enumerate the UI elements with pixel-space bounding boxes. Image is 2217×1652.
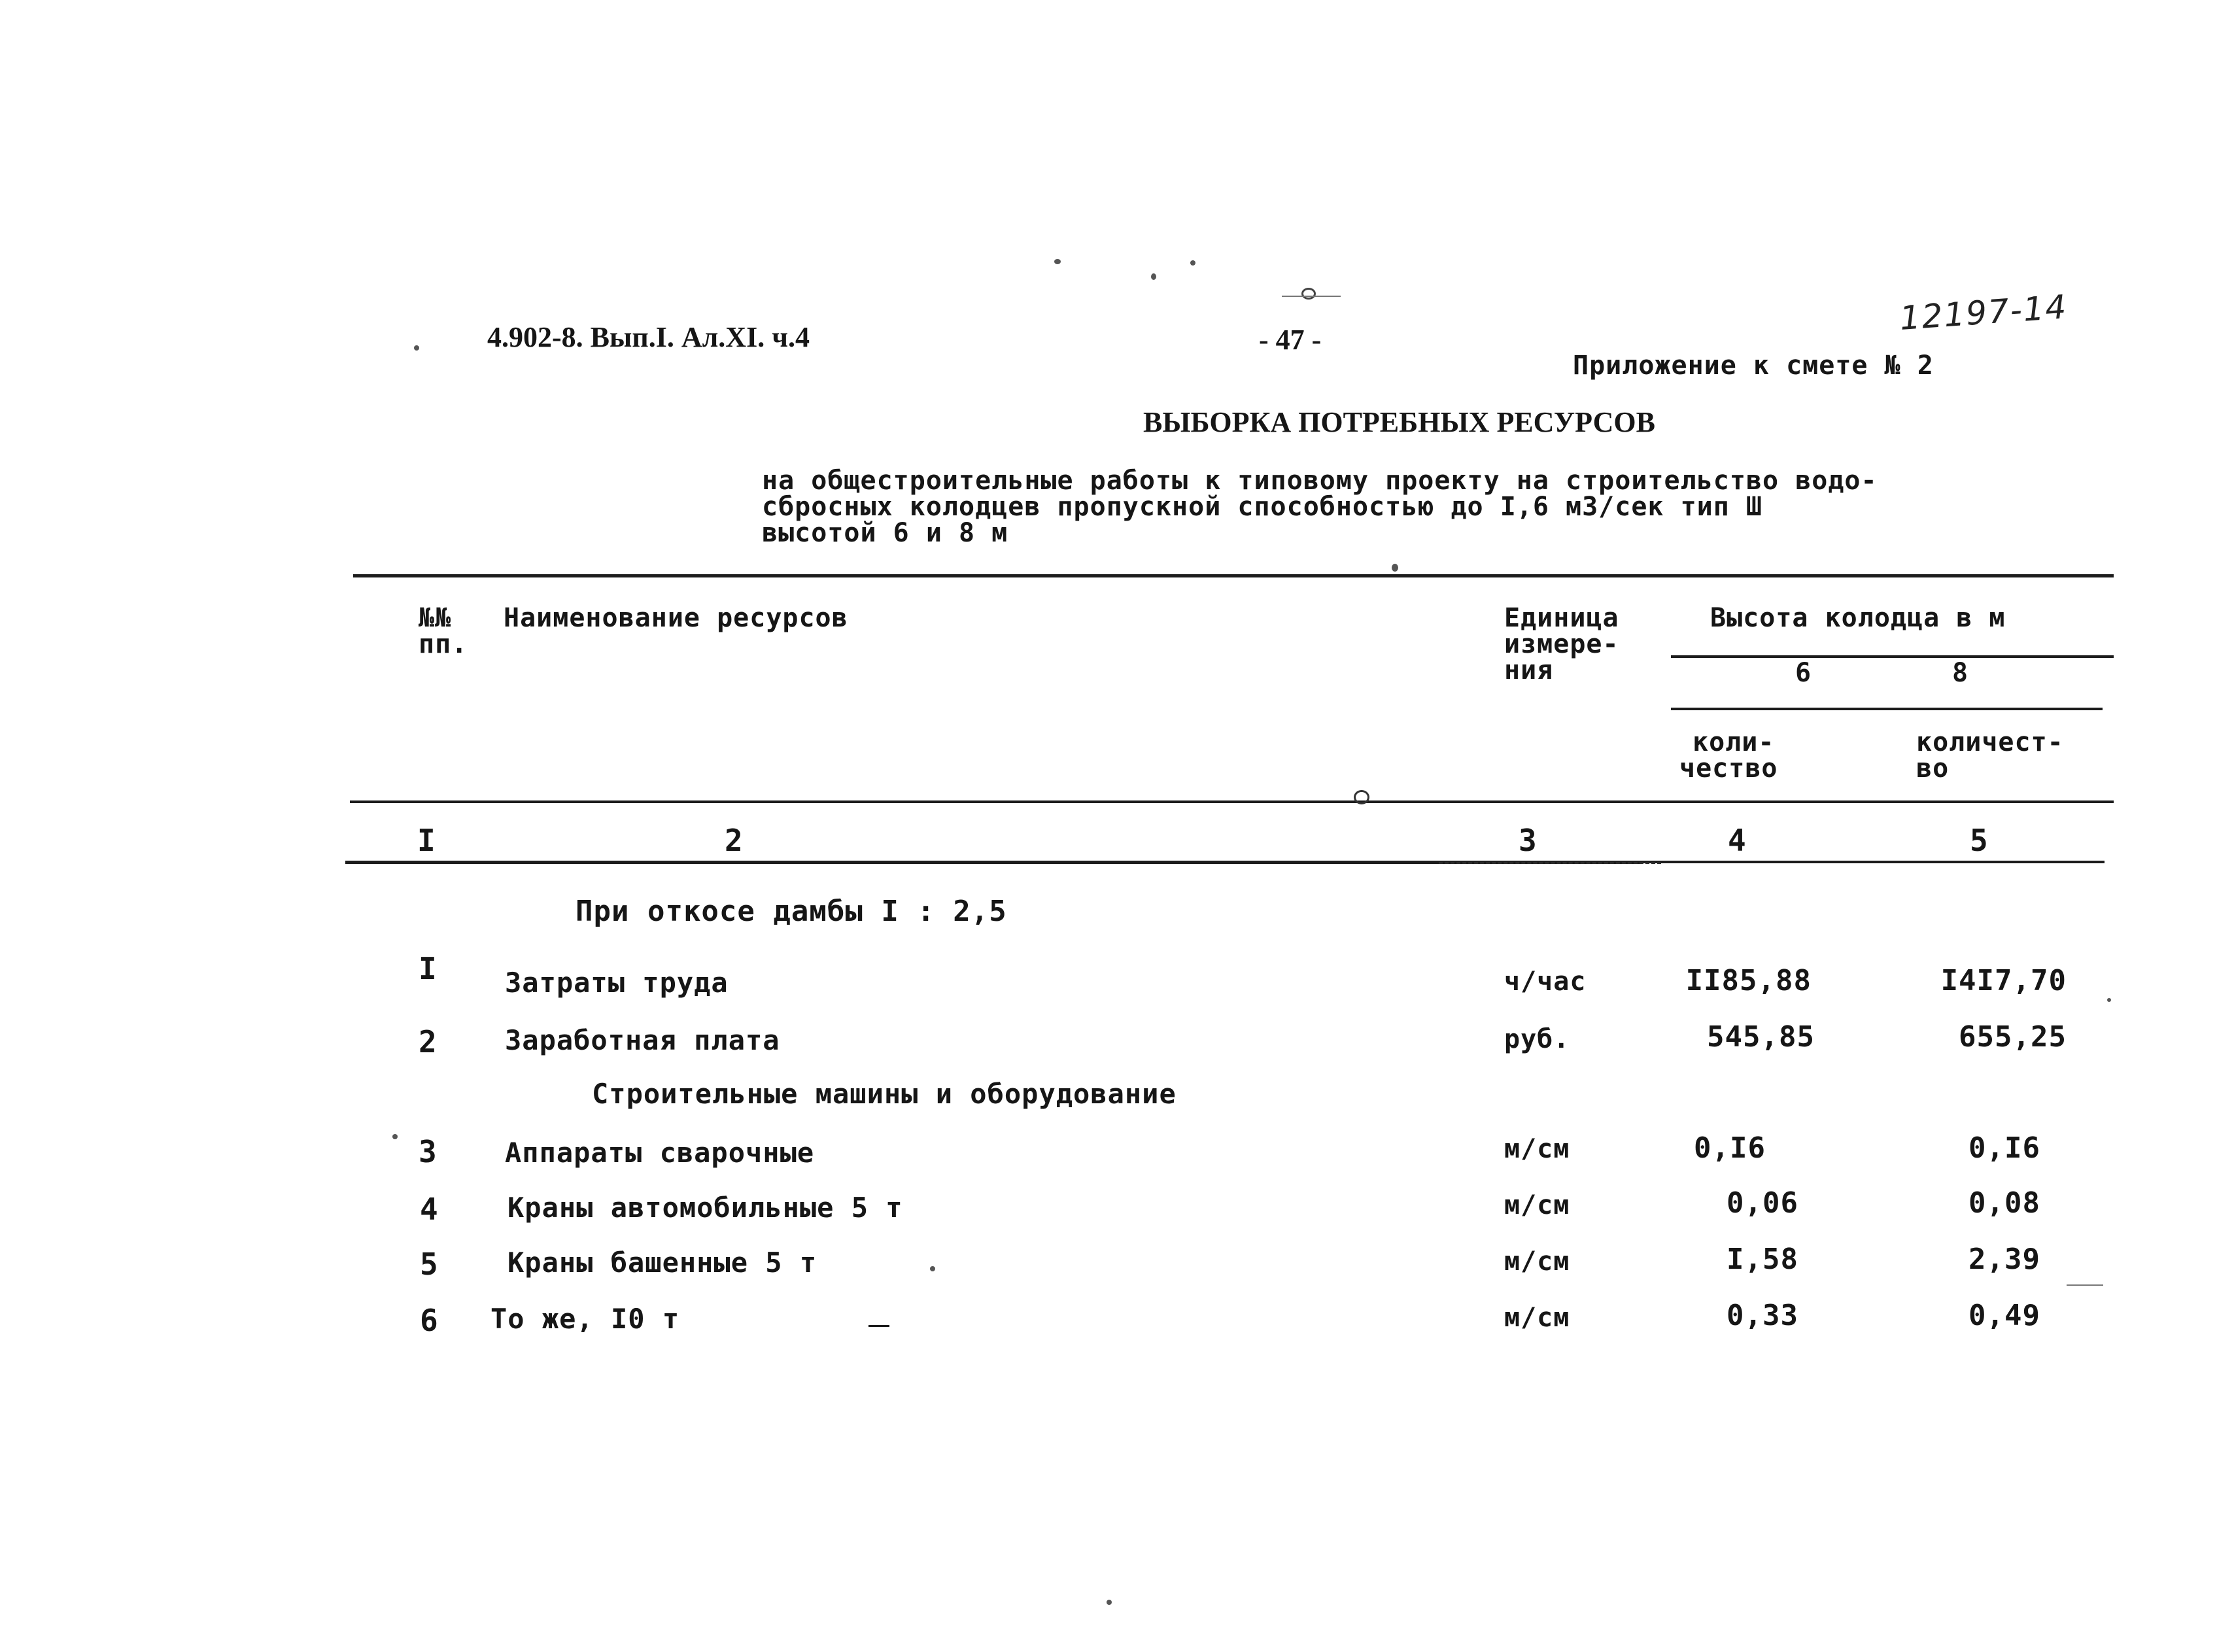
row-unit: м/см bbox=[1504, 1190, 1570, 1220]
row-number: 3 bbox=[419, 1134, 438, 1169]
document-reference: 4.902-8. Вып.I. Ал.XI. ч.4 bbox=[487, 321, 810, 353]
qty-subheader-rule bbox=[1671, 708, 2103, 710]
row-number: 2 bbox=[419, 1024, 438, 1059]
column-number-dash bbox=[1439, 862, 1661, 864]
col-number-5: 5 bbox=[1970, 823, 1989, 858]
row-unit: ч/час bbox=[1504, 967, 1587, 997]
section-title: При откосе дамбы I : 2,5 bbox=[576, 895, 1007, 928]
row-value-6: 545,85 bbox=[1707, 1020, 1815, 1054]
row-unit: м/см bbox=[1504, 1303, 1570, 1333]
scan-speck bbox=[1354, 790, 1369, 804]
qty-6-header-1: коли- bbox=[1693, 727, 1775, 757]
row-name: Краны башенные 5 т bbox=[507, 1247, 817, 1279]
row-name: Затраты труда bbox=[505, 967, 729, 999]
scan-stroke bbox=[1282, 296, 1341, 297]
row-number: I bbox=[419, 951, 438, 986]
col-number-2: 2 bbox=[725, 823, 744, 858]
row-number: 5 bbox=[420, 1247, 439, 1282]
row-value-6: 0,33 bbox=[1727, 1299, 1798, 1332]
row-value-6: II85,88 bbox=[1685, 964, 1812, 997]
row-number: 4 bbox=[420, 1192, 439, 1227]
col-number-3: 3 bbox=[1519, 823, 1538, 858]
document-title: ВЫБОРКА ПОТРЕБНЫХ РЕСУРСОВ bbox=[1143, 406, 1655, 438]
page-number: - 47 - bbox=[1259, 324, 1322, 356]
qty-8-header-2: во bbox=[1916, 753, 1950, 783]
height-8-header: 8 bbox=[1952, 658, 1969, 688]
row-unit: руб. bbox=[1504, 1024, 1570, 1054]
col-name-header: Наименование ресурсов bbox=[504, 603, 848, 633]
height-subheader-rule bbox=[1671, 655, 2114, 658]
handwritten-number: 12197-14 bbox=[1898, 288, 2069, 337]
row-value-8: 2,39 bbox=[1968, 1243, 2040, 1276]
col-unit-header-2: измере- bbox=[1504, 629, 1619, 659]
row-value-6: I,58 bbox=[1727, 1243, 1798, 1276]
col-number-4: 4 bbox=[1728, 823, 1747, 858]
row-value-6: 0,06 bbox=[1727, 1186, 1798, 1220]
row-number: 6 bbox=[420, 1303, 439, 1338]
row-name: Краны автомобильные 5 т bbox=[507, 1192, 903, 1224]
section-title: Строительные машины и оборудование bbox=[592, 1078, 1177, 1110]
scan-speck bbox=[1392, 564, 1398, 572]
row-value-8: 0,I6 bbox=[1968, 1131, 2040, 1165]
row-name: То же, I0 т bbox=[490, 1303, 680, 1335]
qty-6-header-2: чество bbox=[1679, 753, 1778, 783]
col-unit-header-3: ния bbox=[1504, 655, 1554, 685]
row-value-8: 0,08 bbox=[1968, 1186, 2040, 1220]
scan-stroke bbox=[868, 1325, 889, 1327]
qty-8-header-1: количест- bbox=[1916, 727, 2064, 757]
header-bottom-rule bbox=[350, 800, 2114, 803]
scan-speck bbox=[1301, 288, 1316, 300]
row-value-8: 0,49 bbox=[1968, 1299, 2040, 1332]
scan-speck bbox=[1107, 1600, 1112, 1605]
scan-speck bbox=[414, 345, 419, 351]
subtitle-line-2: сбросных колодцев пропускной способностью до I,6 м3/сек тип Ш bbox=[762, 492, 1763, 522]
scan-speck bbox=[1151, 273, 1156, 280]
scan-speck bbox=[930, 1266, 935, 1271]
scan-speck bbox=[1190, 260, 1195, 266]
subtitle-line-3: высотой 6 и 8 м bbox=[762, 518, 1008, 548]
row-name: Заработная плата bbox=[505, 1024, 780, 1056]
table-top-rule bbox=[353, 574, 2114, 577]
scan-speck bbox=[2107, 998, 2111, 1002]
row-value-8: I4I7,70 bbox=[1940, 964, 2067, 997]
col-height-header: Высота колодца в м bbox=[1710, 603, 2006, 633]
row-value-8: 655,25 bbox=[1959, 1020, 2067, 1054]
scan-speck bbox=[392, 1134, 398, 1139]
col-unit-header-1: Единица bbox=[1504, 603, 1619, 633]
appendix-label: Приложение к смете № 2 bbox=[1573, 351, 1934, 381]
subtitle-line-1: на общестроительные работы к типовому проекту на строительство водо- bbox=[762, 466, 1878, 496]
scan-speck bbox=[1054, 259, 1061, 264]
col-number-1: I bbox=[417, 823, 436, 858]
col-num-header-1: №№ bbox=[419, 603, 452, 633]
height-6-header: 6 bbox=[1795, 658, 1812, 688]
row-name: Аппараты сварочные bbox=[505, 1137, 815, 1169]
col-num-header-2: пп. bbox=[419, 629, 468, 659]
row-unit: м/см bbox=[1504, 1247, 1570, 1277]
scan-stroke bbox=[2067, 1284, 2103, 1286]
column-number-rule-right bbox=[1640, 861, 2105, 863]
row-value-6: 0,I6 bbox=[1694, 1131, 1766, 1165]
row-unit: м/см bbox=[1504, 1134, 1570, 1164]
